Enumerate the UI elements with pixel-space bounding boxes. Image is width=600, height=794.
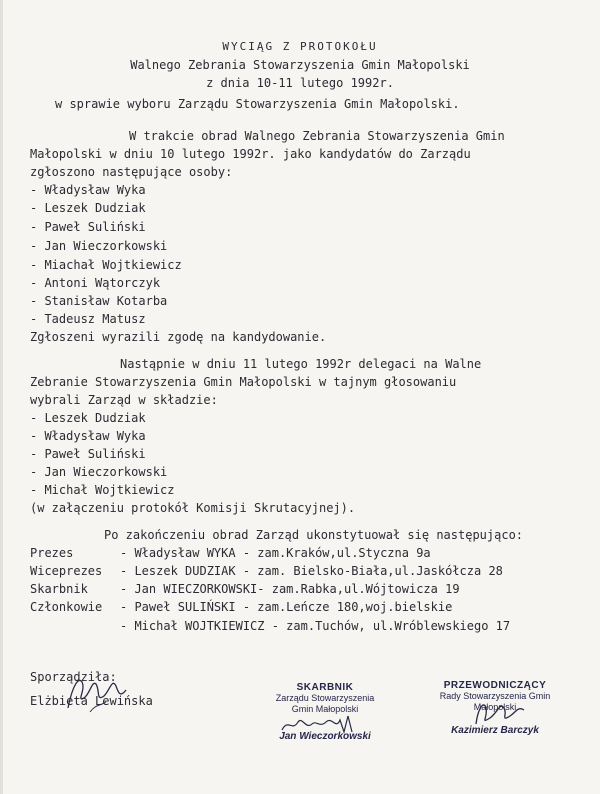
- attachment-note: (w załączeniu protokół Komisji Skrutacyjnej).: [30, 501, 356, 515]
- chairman-name: Kazimierz Barczyk: [451, 725, 539, 736]
- para1-line2: Małopolski w dniu 10 lutego 1992r. jako kandydatów do Zarządu: [30, 147, 471, 161]
- candidate-item: - Leszek Dudziak: [30, 201, 146, 215]
- para1-line3: zgłoszono następujące osoby:: [30, 165, 233, 179]
- board-member: - Paweł SULIŃSKI - zam.Leńcze 180,woj.bielskie: [120, 600, 453, 614]
- candidate-item: - Antoni Wątorczyk: [30, 276, 161, 290]
- candidate-item: - Miachał Wojtkiewicz: [30, 258, 182, 272]
- document-subtitle: Walnego Zebrania Stowarzyszenia Gmin Małopolski: [130, 58, 470, 72]
- elected-item: - Michał Wojtkiewicz: [30, 483, 175, 497]
- candidate-item: - Jan Wieczorkowski: [30, 239, 168, 253]
- elected-item: - Leszek Dudziak: [30, 411, 146, 425]
- constitution-line: Po zakończeniu obrad Zarząd ukonstytuował się następująco:: [104, 528, 524, 542]
- board-role: Wiceprezes: [30, 564, 103, 578]
- board-member: - Władysław WYKA - zam.Kraków,ul.Styczna 9a: [120, 546, 431, 560]
- consent-line: Zgłoszeni wyrazili zgodę na kandydowanie.: [30, 330, 327, 344]
- handwritten-signature-lewinska: [60, 668, 140, 718]
- chairman-org-line2: Małopolski: [473, 702, 517, 712]
- prepared-by-label: Sporządziła:: [30, 670, 117, 684]
- document-subject: w sprawie wyboru Zarządu Stowarzyszenia Gmin Małopolski.: [55, 97, 460, 111]
- para2-line3: wybrali Zarząd w składzie:: [30, 393, 218, 407]
- board-member: - Michał WOJTKIEWICZ - zam.Tuchów, ul.Wróblewskiego 17: [120, 619, 511, 633]
- treasurer-org-line2: Gmin Małopolski: [291, 704, 359, 714]
- treasurer-name: Jan Wieczorkowski: [279, 731, 371, 742]
- handwritten-signature-wieczorkowski: [278, 710, 378, 738]
- prepared-by-name: Elżbieta Lewińska: [30, 694, 153, 708]
- candidate-item: - Stanisław Kotarba: [30, 294, 168, 308]
- scan-edge: [0, 0, 3, 794]
- document-date: z dnia 10-11 lutego 1992r.: [206, 76, 394, 90]
- treasurer-org-line1: Zarządu Stowarzyszenia: [275, 693, 375, 703]
- document-title: WYCIĄG Z PROTOKOŁU: [222, 40, 378, 53]
- board-member: - Jan WIECZORKOWSKI- zam.Rabka,ul.Wójtowicza 19: [120, 582, 460, 596]
- chairman-title: PRZEWODNICZĄCY: [443, 680, 547, 691]
- treasurer-title: SKARBNIK: [296, 682, 354, 693]
- para1-line1: W trakcie obrad Walnego Zebrania Stowarzyszenia Gmin: [129, 129, 505, 143]
- board-role: Prezes: [30, 546, 74, 560]
- candidate-item: - Paweł Suliński: [30, 220, 146, 234]
- para2-line1: Nastąpnie w dniu 11 lutego 1992r delegaci na Walne: [120, 357, 482, 371]
- chairman-org-line1: Rady Stowarzyszenia Gmin: [439, 691, 551, 701]
- elected-item: - Paweł Suliński: [30, 447, 146, 461]
- board-member: - Leszek DUDZIAK - zam. Bielsko-Biała,ul.Jaskółcza 28: [120, 564, 503, 578]
- elected-item: - Jan Wieczorkowski: [30, 465, 168, 479]
- para2-line2: Zebranie Stowarzyszenia Gmin Małopolski w tajnym głosowaniu: [30, 375, 457, 389]
- elected-item: - Władysław Wyka: [30, 429, 146, 443]
- handwritten-signature-barczyk: [470, 696, 530, 730]
- candidate-item: - Władysław Wyka: [30, 183, 146, 197]
- board-role: Członkowie: [30, 600, 103, 614]
- board-role: Skarbnik: [30, 582, 88, 596]
- candidate-item: - Tadeusz Matusz: [30, 312, 146, 326]
